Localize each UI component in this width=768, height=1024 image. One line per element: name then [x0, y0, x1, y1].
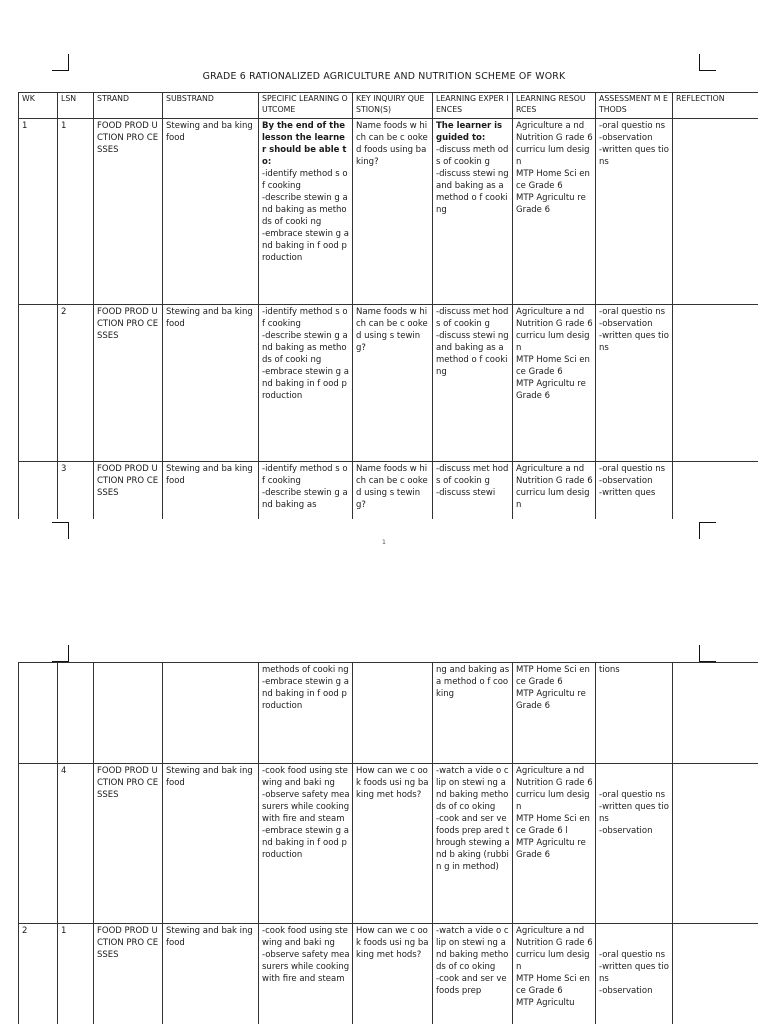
cell-assessment-methods: -oral questio ns -observation -written ques tions: [596, 305, 673, 462]
cell-reflection: [673, 663, 759, 764]
cell-assessment-methods: tions: [596, 663, 673, 764]
crop-mark-top-right: [699, 54, 716, 71]
cell-text-line: -describe stewin g and baking as methods of cooki ng: [262, 193, 348, 227]
cell-substrand: Stewing and ba king food: [163, 119, 259, 305]
cell-strand: FOOD PROD UCTION PRO CESSES: [94, 764, 163, 924]
cell-text-line: -discuss met hods of cookin g: [436, 464, 509, 486]
cell-learning-outcome: [259, 305, 353, 462]
cell-text-line: -describe stewin g and baking as methods of cooki ng: [262, 331, 348, 365]
cell-assessment-methods: -oral questio ns -written ques tions -observation: [596, 924, 673, 1024]
crop-mark-top-right: [699, 645, 716, 662]
cell-learning-outcome: [259, 462, 353, 520]
cell-week: [19, 462, 58, 520]
cell-learning-experiences: [433, 119, 513, 305]
cell-key-inquiry: Name foods w hich can be c ooked using s tewing?: [353, 305, 433, 462]
crop-mark-bottom-right: [699, 522, 716, 539]
cell-assessment-methods: -oral questio ns -observation -written ques tions: [596, 119, 673, 305]
cell-week: [19, 764, 58, 924]
cell-text-line: By the end of the lesson the learne r should be able to:: [262, 121, 347, 167]
cell-substrand: Stewing and ba king food: [163, 305, 259, 462]
crop-mark-top-left: [52, 54, 69, 71]
cell-learning-resources: Agriculture a nd Nutrition G rade 6 curricu lum design MTP Home Sci ence Grade 6 MTP Agricultu re Grade 6: [513, 305, 596, 462]
cell-week: 1: [19, 119, 58, 305]
cell-learning-outcome: [259, 924, 353, 1024]
cell-week: [19, 663, 58, 764]
cell-learning-experiences: [433, 663, 513, 764]
cell-lesson: [58, 663, 94, 764]
cell-reflection: [673, 305, 759, 462]
cell-text-line: -discuss met hods of cookin g: [436, 307, 509, 329]
page-gap: [0, 560, 768, 600]
cell-text-line: -identify method s of cooking: [262, 307, 348, 329]
cell-lesson: 1: [58, 924, 94, 1024]
table-row: [19, 119, 759, 305]
cell-reflection: [673, 119, 759, 305]
crop-mark-top-left: [52, 645, 69, 662]
table-row: [19, 462, 759, 520]
cell-learning-resources: MTP Home Sci ence Grade 6 MTP Agricultu re Grade 6: [513, 663, 596, 764]
cell-text-line: ng and baking as a method o f cooking: [436, 665, 510, 699]
document-title: GRADE 6 RATIONALIZED AGRICULTURE AND NUTRITION SCHEME OF WORK: [202, 71, 566, 82]
cell-text-line: methods of cooki ng: [262, 665, 349, 675]
cell-week: 2: [19, 924, 58, 1024]
cell-text-line: -identify method s of cooking: [262, 169, 348, 191]
document-page-2: [0, 600, 768, 1024]
cell-text-line: -identify method s of cooking: [262, 464, 348, 486]
cell-strand: FOOD PROD UCTION PRO CESSES: [94, 119, 163, 305]
header-outcome: SPECIFIC LEARNING O UTCOME: [259, 93, 353, 119]
cell-text-line: -cook and ser ve foods prep: [436, 974, 507, 996]
header-assessment: ASSESSMENT M ETHODS: [596, 93, 673, 119]
header-reflection: REFLECTION: [673, 93, 759, 119]
cell-substrand: Stewing and bak ing food: [163, 924, 259, 1024]
cell-lesson: 1: [58, 119, 94, 305]
cell-learning-experiences: [433, 924, 513, 1024]
cell-text-line: -embrace stewin g and baking in f ood production: [262, 229, 349, 263]
header-experiences: LEARNING EXPER IENCES: [433, 93, 513, 119]
cell-text-line: -discuss stewi: [436, 488, 496, 498]
table-row: [19, 764, 759, 924]
cell-strand: FOOD PROD UCTION PRO CESSES: [94, 462, 163, 520]
cell-learning-experiences: [433, 462, 513, 520]
cell-lesson: 4: [58, 764, 94, 924]
cell-text-line: -watch a vide o clip on stewi ng and baking methods of co oking: [436, 926, 509, 972]
cell-learning-experiences: [433, 305, 513, 462]
cell-strand: FOOD PROD UCTION PRO CESSES: [94, 924, 163, 1024]
crop-mark-bottom-left: [52, 522, 69, 539]
cell-reflection: [673, 764, 759, 924]
cell-learning-resources: Agriculture a nd Nutrition G rade 6 curricu lum design MTP Home Sci ence Grade 6 MTP Agricultu re Grade 6: [513, 119, 596, 305]
cell-learning-outcome: [259, 764, 353, 924]
scheme-table-page-2: [18, 662, 758, 1024]
cell-assessment-methods: -oral questio ns -observation -written ques: [596, 462, 673, 520]
cell-reflection: [673, 462, 759, 520]
cell-text-line: -observe safety measurers while cooking with fire and steam: [262, 790, 350, 824]
cell-strand: FOOD PROD UCTION PRO CESSES: [94, 305, 163, 462]
cell-text-line: -cook food using stewing and baki ng: [262, 766, 348, 788]
cell-assessment-methods: -oral questio ns -written ques tions -observation: [596, 764, 673, 924]
cell-text-line: -cook food using stewing and baki ng: [262, 926, 348, 948]
table-row: [19, 305, 759, 462]
cell-text-line: -describe stewin g and baking as: [262, 488, 348, 510]
cell-week: [19, 305, 58, 462]
cell-text-line: -embrace stewin g and baking in f ood production: [262, 677, 349, 711]
cell-text-line: -cook and ser ve foods prep ared through stewing and b aking (rubbin g in method): [436, 814, 510, 872]
cell-key-inquiry: Name foods w hich can be c ooked using s tewing?: [353, 462, 433, 520]
scheme-table-page-1: [18, 92, 758, 519]
cell-learning-resources: Agriculture a nd Nutrition G rade 6 curricu lum design MTP Home Sci ence Grade 6 l MTP Agricultu re Grade 6: [513, 764, 596, 924]
header-substrand: SUBSTRAND: [163, 93, 259, 119]
table-row: [19, 924, 759, 1024]
cell-key-inquiry: How can we c ook foods usi ng baking met hods?: [353, 924, 433, 1024]
header-strand: STRAND: [94, 93, 163, 119]
cell-substrand: Stewing and bak ing food: [163, 764, 259, 924]
cell-substrand: [163, 663, 259, 764]
cell-key-inquiry: [353, 663, 433, 764]
cell-text-line: -discuss stewi ng and baking as a method o f cooking: [436, 169, 509, 215]
cell-learning-outcome: [259, 119, 353, 305]
cell-lesson: 2: [58, 305, 94, 462]
cell-text-line: The learner is guided to:: [436, 121, 503, 143]
table-header-row: [19, 93, 759, 119]
cell-learning-resources: Agriculture a nd Nutrition G rade 6 curricu lum design: [513, 462, 596, 520]
table-row: [19, 663, 759, 764]
header-wk: WK: [19, 93, 58, 119]
cell-key-inquiry: How can we c ook foods usi ng baking met hods?: [353, 764, 433, 924]
cell-lesson: 3: [58, 462, 94, 520]
cell-text-line: -discuss meth ods of cookin g: [436, 145, 509, 167]
cell-learning-outcome: [259, 663, 353, 764]
cell-text-line: -observe safety measurers while cooking with fire and steam: [262, 950, 350, 984]
page-number: 1: [381, 538, 387, 546]
cell-text-line: -watch a vide o clip on stewi ng and baking methods of co oking: [436, 766, 509, 812]
cell-strand: [94, 663, 163, 764]
cell-reflection: [673, 924, 759, 1024]
cell-key-inquiry: Name foods w hich can be c ooked foods using baking?: [353, 119, 433, 305]
header-resources: LEARNING RESOU RCES: [513, 93, 596, 119]
cell-learning-resources: Agriculture a nd Nutrition G rade 6 curricu lum design MTP Home Sci ence Grade 6 MTP Agricultu: [513, 924, 596, 1024]
header-inquiry: KEY INQUIRY QUE STION(S): [353, 93, 433, 119]
cell-text-line: -discuss stewi ng and baking as a method o f cooking: [436, 331, 509, 377]
cell-learning-experiences: [433, 764, 513, 924]
cell-text-line: -embrace stewin g and baking in f ood production: [262, 826, 349, 860]
cell-text-line: -embrace stewin g and baking in f ood production: [262, 367, 349, 401]
header-lsn: LSN: [58, 93, 94, 119]
cell-substrand: Stewing and ba king food: [163, 462, 259, 520]
